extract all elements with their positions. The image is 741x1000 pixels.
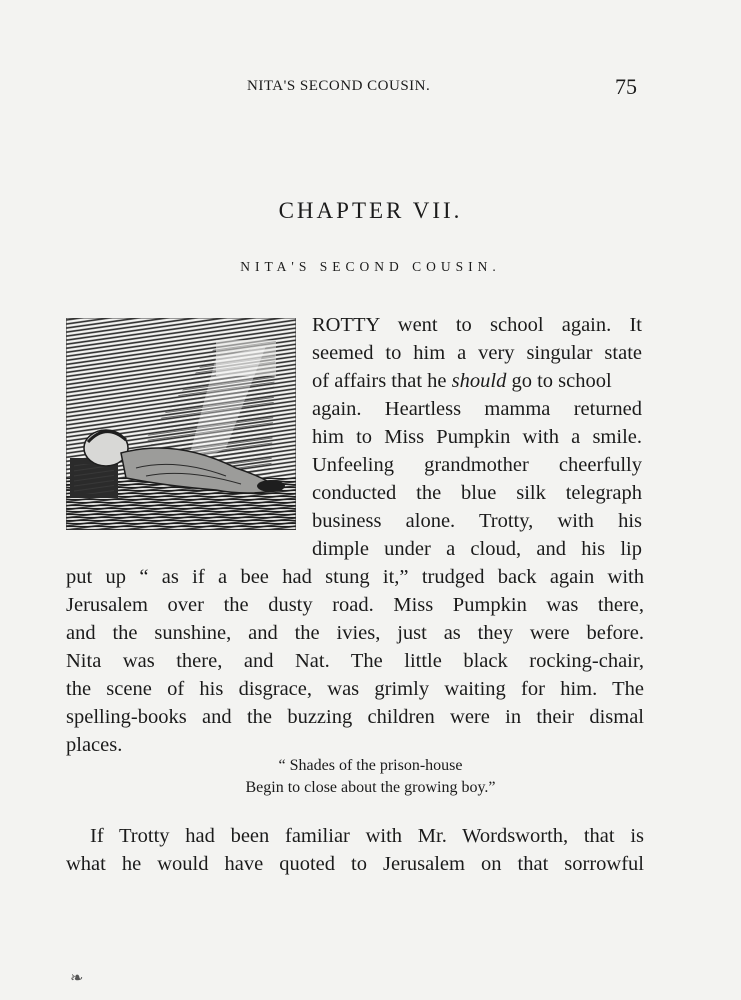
text-line: spelling-books and the buzzing children were in their dismal (66, 706, 644, 728)
running-title: NITA'S SECOND COUSIN. (247, 78, 431, 94)
text-line: business alone. Trotty, with his (312, 510, 642, 532)
text-line (312, 367, 642, 395)
text-line: put up “ as if a bee had stung it,” trudged back again with (66, 566, 644, 588)
text-line: and the sunshine, and the ivies, just as they were before. (66, 622, 644, 644)
text-line: what he would have quoted to Jerusalem on that sorrowful (66, 853, 644, 875)
text-line: If Trotty had been familiar with Mr. Wordsworth, that is (90, 825, 644, 847)
text-line: dimple under a cloud, and his lip (312, 538, 642, 560)
chapter-subtitle: NITA'S SECOND COUSIN. (240, 259, 501, 274)
text-line: the scene of his disgrace, was grimly waiting for him. The (66, 678, 644, 700)
text-line: ROTTY went to school again. It (312, 314, 642, 336)
chapter-title: CHAPTER VII. (278, 198, 463, 223)
text-line: Nita was there, and Nat. The little black rocking-chair, (66, 650, 644, 672)
text-line: conducted the blue silk telegraph (312, 482, 642, 504)
text-line: seemed to him a very singular state (312, 342, 642, 364)
text-line: Jerusalem over the dusty road. Miss Pumpkin was there, (66, 594, 644, 616)
text-segment: go to school (511, 370, 612, 392)
text-line: places. (66, 734, 123, 756)
emphasis-text: should (451, 370, 507, 392)
page-number: 75 (615, 74, 637, 99)
text-line: again. Heartless mamma returned (312, 398, 642, 420)
text-line: him to Miss Pumpkin with a smile. (312, 426, 642, 448)
text-segment: of affairs that he (312, 370, 447, 392)
ink-speck-icon: ❧ (70, 970, 84, 987)
quote-line: “ Shades of the prison-house (278, 757, 463, 774)
engraving-sleeping-boy-icon (66, 318, 296, 530)
running-head (0, 74, 741, 102)
text-line: Unfeeling grandmother cheerfully (312, 454, 642, 476)
quote-line: Begin to close about the growing boy.” (245, 779, 496, 796)
